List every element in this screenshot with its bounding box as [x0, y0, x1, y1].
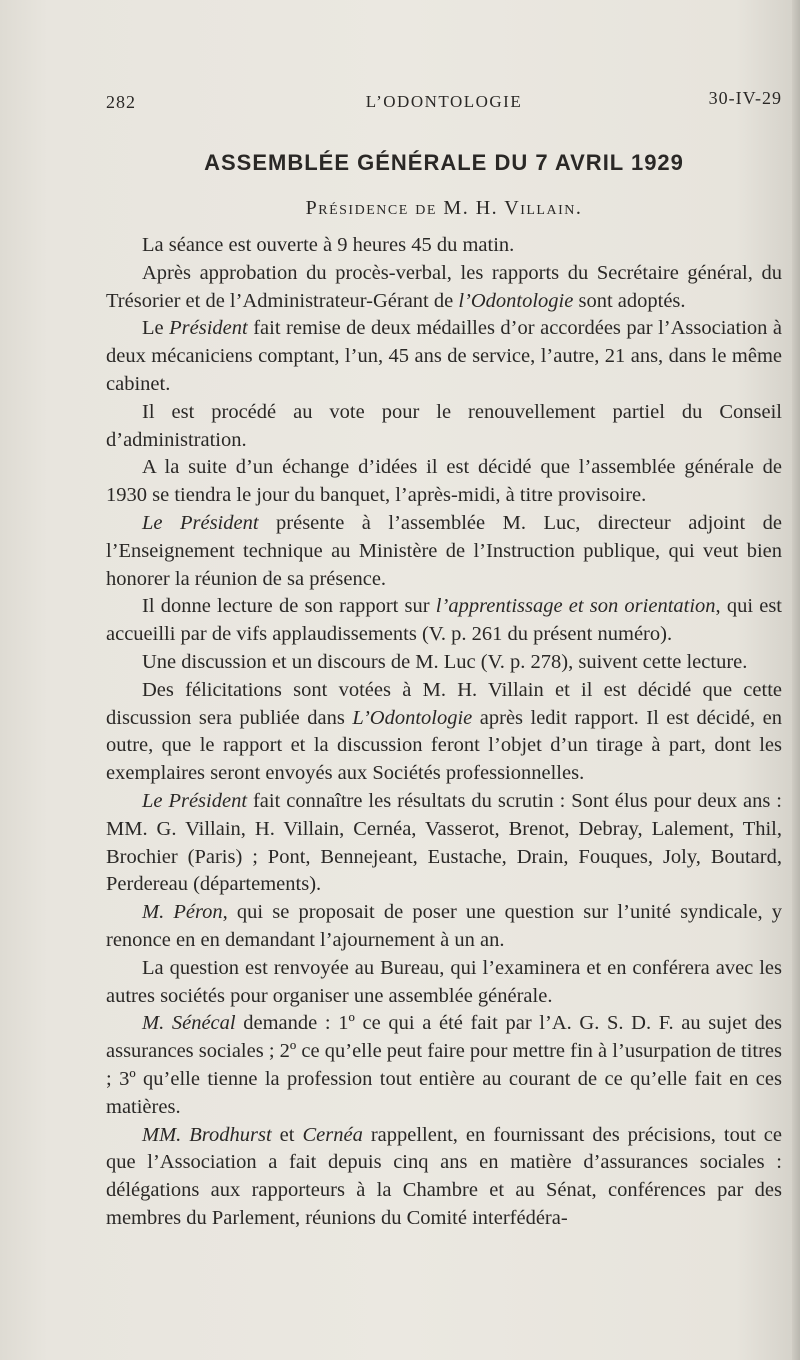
text-run: fait remise de deux médailles d’or accordées par l’Association à deux mécaniciens comptant, l’un, 45 ans de service, l’autre, 21 ans, dans le même cabinet. — [106, 317, 782, 395]
italic-text-run: l’Odontologie — [458, 289, 574, 312]
text-run: , qui est accueilli par de vifs applaudissements (V. p. 261 du présent numéro). — [106, 595, 783, 646]
issue-date: 30-IV-29 — [708, 88, 782, 108]
italic-text-run: Le Président — [142, 789, 248, 812]
paragraph — [106, 510, 782, 593]
paragraph — [106, 454, 782, 510]
paragraph — [106, 1010, 782, 1121]
text-run: La séance est ouverte à 9 heures 45 du matin. — [142, 234, 515, 256]
paragraph — [106, 399, 782, 455]
text-run: après ledit rapport. Il est décidé, en outre, que le rapport et la discussion feront l’objet d’un tirage à part, dont les exemplaires seront envoyés aux Sociétés professionnelles. — [106, 706, 782, 785]
article-body — [106, 232, 782, 1233]
text-run: demande : 1º ce qui a été fait par l’A. G. S. D. F. au sujet des assurances sociales ; 2º ce qu’elle peut faire pour mettre fin à l’usurpation de titres ; 3º qu’elle tienne la profession tout entière au courant de ce qu’elle fait en ces matières. — [106, 1012, 782, 1118]
text-run: Il est procédé au vote pour le renouvellement partiel du Conseil d’administration. — [106, 400, 782, 451]
text-run: Après approbation du procès-verbal, les rapports du Secrétaire général, du Trésorier et de l’Administrateur-Gérant de — [106, 261, 782, 312]
text-run: et — [271, 1123, 303, 1146]
italic-text-run: l’apprentissage et son orientation — [435, 595, 716, 618]
text-run: La question est renvoyée au Bureau, qui l’examinera et en conférera avec les autres sociétés pour organiser une assemblée générale. — [106, 956, 782, 1007]
paragraph — [106, 899, 782, 955]
italic-text-run: Président — [169, 317, 248, 340]
text-run: Le — [142, 317, 170, 340]
italic-text-run: MM. Brodhurst — [142, 1123, 272, 1146]
italic-text-run: Le Président — [142, 511, 259, 534]
text-run: fait connaître les résultats du scrutin : Sont élus pour deux ans : MM. G. Villain, H. Villain, Cernéa, Vasserot, Brenot, Debray, Lalement, Thil, Brochier (Paris) ; Pont, Bennejeant, Eustache, Drain, Fouques, Joly, Boutard, Perdereau (départements). — [106, 789, 782, 896]
paragraph — [106, 955, 782, 1011]
text-run: Une discussion et un discours de M. Luc (V. p. 278), suivent cette lecture. — [142, 650, 748, 673]
page-number: 282 — [106, 92, 136, 112]
paragraph — [106, 788, 782, 899]
paragraph — [106, 260, 782, 316]
text-run: sont adoptés. — [573, 289, 686, 312]
text-run: , qui se proposait de poser une question sur l’unité syndicale, y renonce en en demandant l’ajournement à un an. — [106, 901, 782, 951]
paragraph — [106, 593, 782, 649]
text-run: rappellent, en fournissant des précisions, tout ce que l’Association a fait depuis cinq ans en matière d’assurances sociales : délégations aux rapporteurs à la Chambre et au Sénat, conférences par des membres du Parlement, réunions du Comité interfédéra- — [106, 1123, 783, 1229]
running-header — [106, 88, 782, 118]
journal-title: L’ODONTOLOGIE — [365, 92, 523, 111]
paragraph — [106, 677, 782, 788]
paragraph — [106, 315, 782, 398]
text-run: A la suite d’un échange d’idées il est décidé que l’assemblée générale de 1930 se tiendra le jour du banquet, l’après-midi, à titre provisoire. — [106, 456, 782, 507]
italic-text-run: L’Odontologie — [352, 706, 473, 729]
article-subtitle: Présidence de M. H. Villain. — [305, 197, 583, 219]
paragraph — [106, 1122, 782, 1233]
paragraph — [106, 232, 782, 260]
paragraph — [106, 649, 782, 677]
text-run: présente à l’assemblée M. Luc, directeur adjoint de l’Enseignement technique au Ministère de l’Instruction publique, qui veut bien honorer la réunion de sa présence. — [106, 511, 782, 590]
article-title: ASSEMBLÉE GÉNÉRALE DU 7 AVRIL 1929 — [204, 150, 684, 175]
text-run: Des félicitations sont votées à M. H. Villain et il est décidé que cette discussion sera publiée dans — [106, 678, 782, 729]
text-run: Il donne lecture de son rapport sur — [142, 595, 436, 618]
italic-text-run: Cernéa — [302, 1123, 363, 1146]
page-binding-edge — [792, 0, 800, 1360]
italic-text-run: M. Péron — [142, 901, 223, 924]
italic-text-run: M. Sénécal — [142, 1012, 236, 1035]
